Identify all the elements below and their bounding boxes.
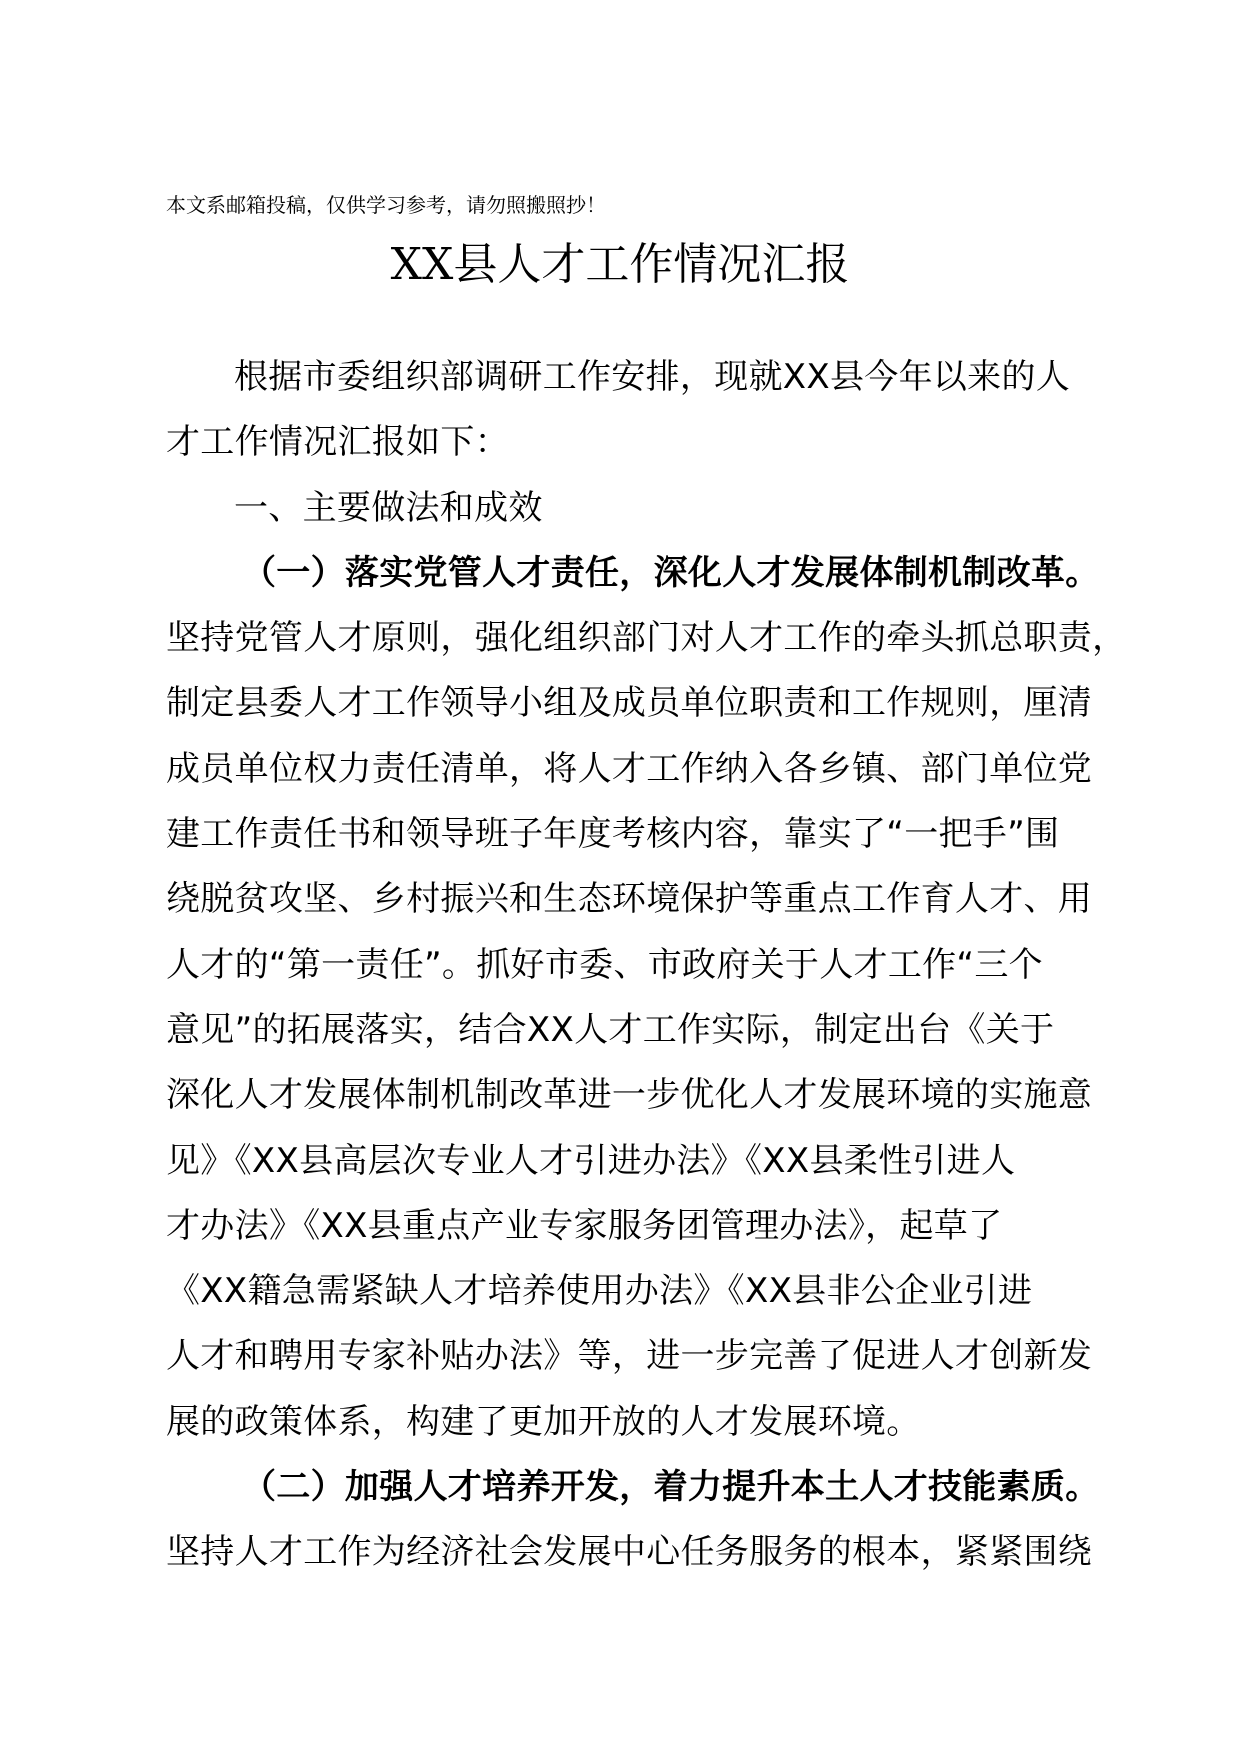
subsection-heading: （一）落实党管人才责任，深化人才发展体制机制改革。	[242, 552, 1100, 593]
paragraph-line: 见》《XX县高层次专业人才引进办法》《XX县柔性引进人	[166, 1140, 1016, 1181]
disclaimer-notice: 本文系邮箱投稿，仅供学习参考，请勿照搬照抄！	[166, 193, 606, 217]
paragraph-line: 深化人才发展体制机制改革进一步优化人才发展环境的实施意	[166, 1075, 1093, 1116]
subsection-heading: （二）加强人才培养开发，着力提升本土人才技能素质。	[242, 1467, 1100, 1508]
document-title: XX县人才工作情况汇报	[390, 239, 850, 290]
paragraph-line: 绕脱贫攻坚、乡村振兴和生态环境保护等重点工作育人才、用	[166, 879, 1093, 920]
paragraph-line: 人才的“第一责任”。抓好市委、市政府关于人才工作“三个	[166, 944, 1043, 985]
paragraph-line: 展的政策体系，构建了更加开放的人才发展环境。	[166, 1401, 921, 1442]
section-heading: 一、主要做法和成效	[234, 487, 543, 528]
paragraph-line: 根据市委组织部调研工作安排，现就XX县今年以来的人	[234, 357, 1071, 397]
paragraph-line: 建工作责任书和领导班子年度考核内容，靠实了“一把手”围	[166, 814, 1060, 855]
paragraph-line: 坚持人才工作为经济社会发展中心任务服务的根本，紧紧围绕	[166, 1532, 1093, 1573]
paragraph-line: 人才和聘用专家补贴办法》等，进一步完善了促进人才创新发	[166, 1336, 1093, 1377]
paragraph-line: 制定县委人才工作领导小组及成员单位职责和工作规则，厘清	[166, 683, 1093, 724]
paragraph-line: 坚持党管人才原则，强化组织部门对人才工作的牵头抓总职责，	[166, 618, 1127, 659]
paragraph-line: 才工作情况汇报如下：	[166, 422, 509, 463]
paragraph-line: 《XX籍急需紧缺人才培养使用办法》《XX县非公企业引进	[166, 1271, 1033, 1312]
paragraph-line: 意见”的拓展落实，结合XX人才工作实际，制定出台《关于	[166, 1009, 1055, 1050]
paragraph-line: 才办法》《XX县重点产业专家服务团管理办法》，起草了	[166, 1205, 1003, 1246]
document-body	[166, 345, 1127, 1586]
paragraph-line: 成员单位权力责任清单，将人才工作纳入各乡镇、部门单位党	[166, 748, 1093, 789]
